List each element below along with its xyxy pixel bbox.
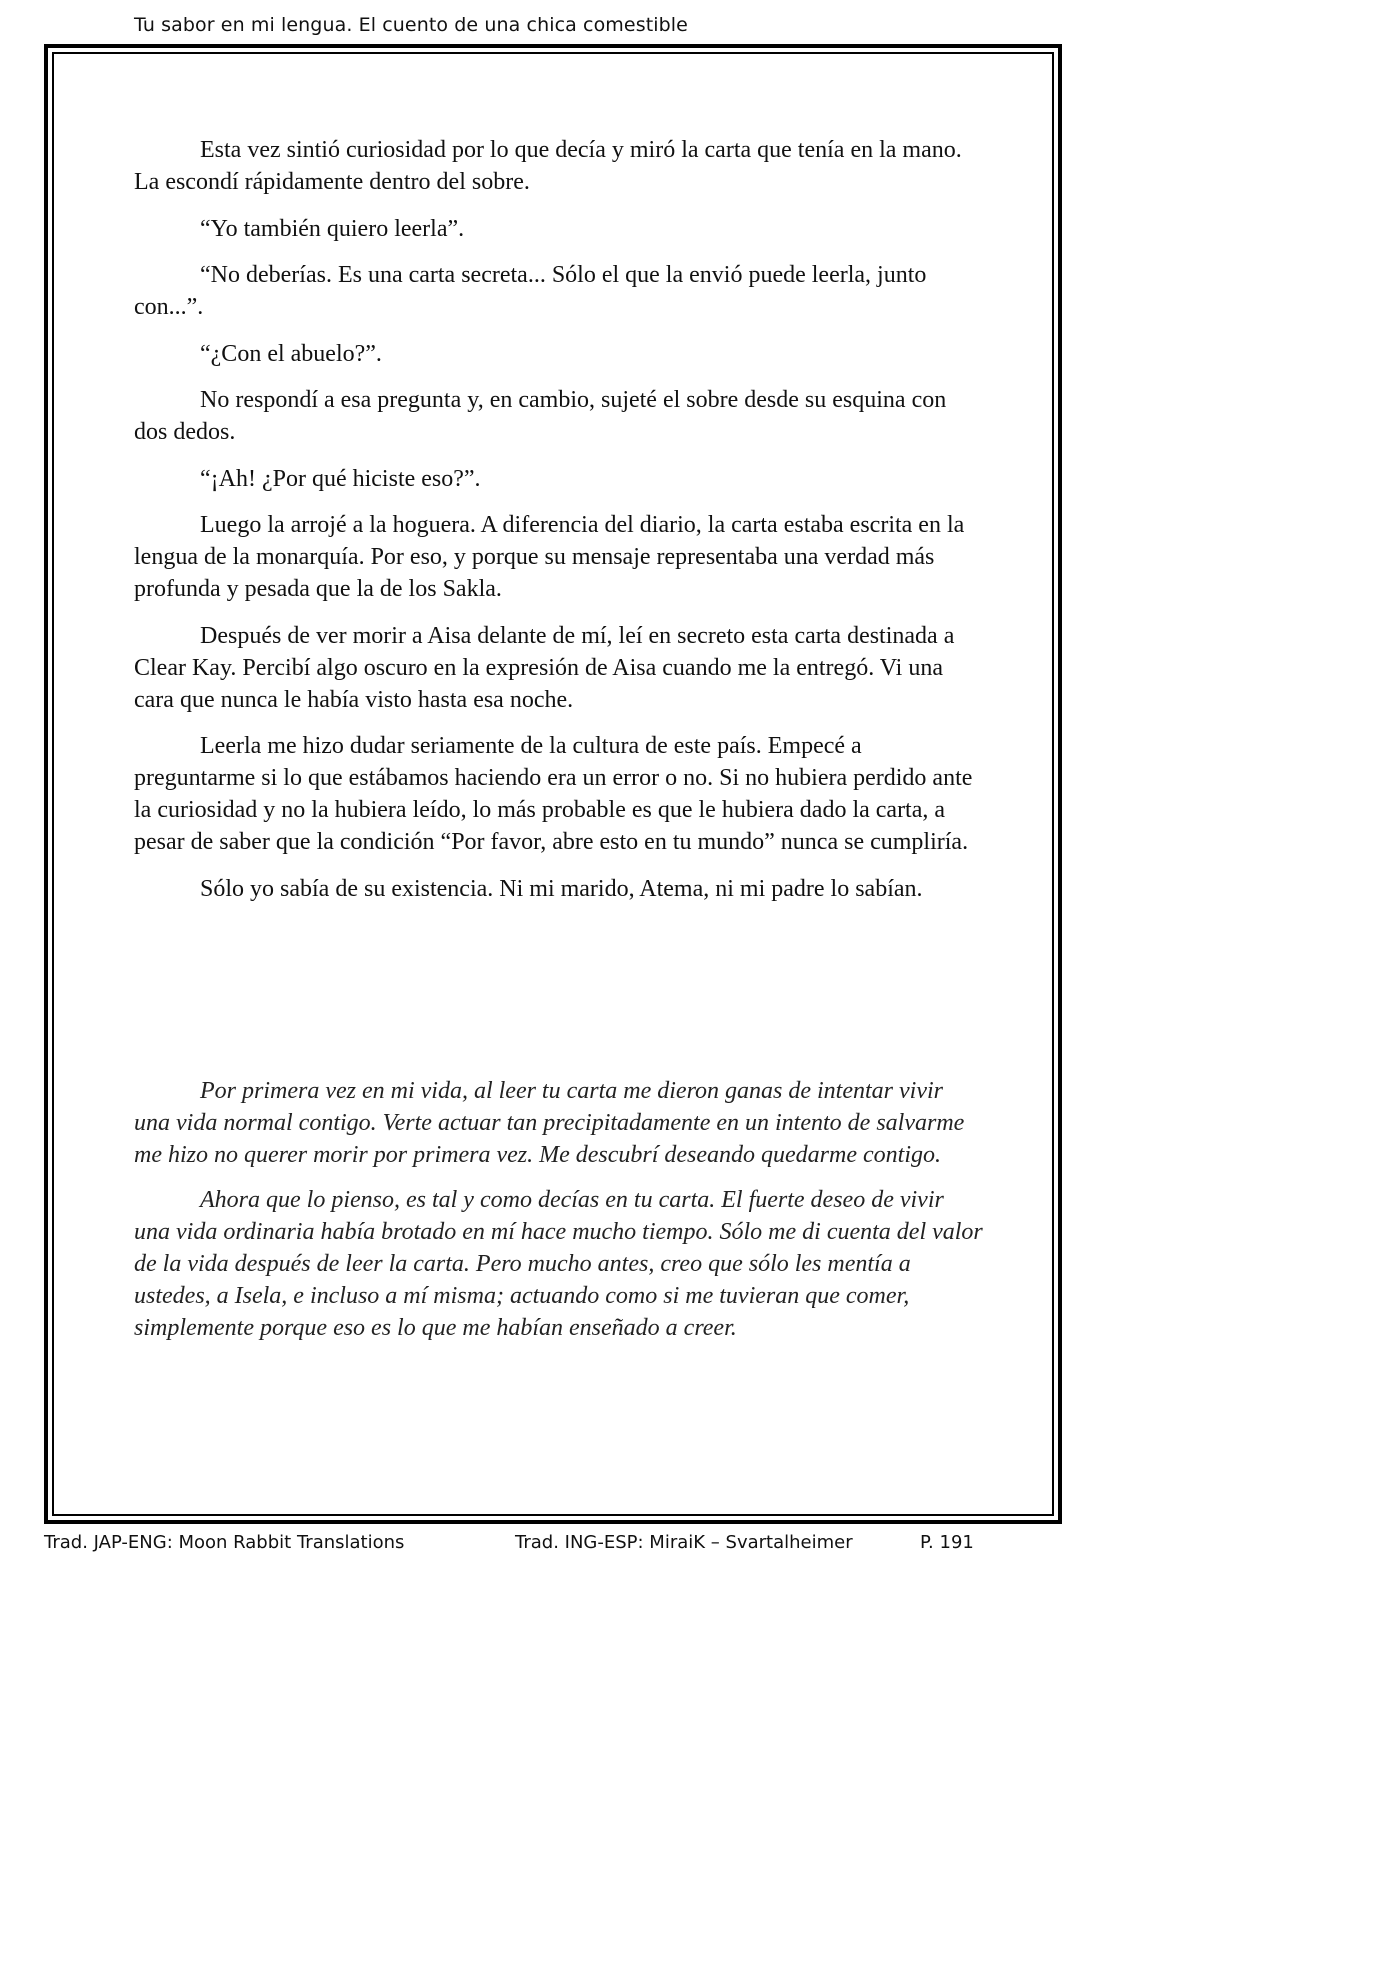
body-paragraph: “¡Ah! ¿Por qué hiciste eso?”. xyxy=(200,465,481,492)
body-paragraph: Sólo yo sabía de su existencia. Ni mi marido, Atema, ni mi padre lo sabían. xyxy=(200,875,923,902)
body-paragraph: Esta vez sintió curiosidad por lo que decía y miró la carta que tenía en la mano. La escondí rápidamente dentro del sobre. xyxy=(134,137,962,195)
body-paragraph: “¿Con el abuelo?”. xyxy=(200,340,382,367)
body-paragraph: Después de ver morir a Aisa delante de mí, leí en secreto esta carta destinada a Clear Kay. Percibí algo oscuro en la expresión de Aisa cuando me la entregó. Vi una cara que nunca le había visto hasta esa noche. xyxy=(134,622,955,713)
letter-excerpt xyxy=(134,1075,984,1357)
body-paragraph: Leerla me hizo dudar seriamente de la cultura de este país. Empecé a preguntarme si lo que estábamos haciendo era un error o no. Si no hubiera perdido ante la curiosidad y no la hubiera leído, lo más probable es que le hubiera dado la carta, a pesar de saber que la condición “Por favor, abre esto en tu mundo” nunca se cumpliría. xyxy=(134,733,973,855)
footer-credit-ing-esp: Trad. ING-ESP: MiraiK – Svartalheimer xyxy=(515,1532,853,1553)
page-number: P. 191 xyxy=(920,1532,974,1553)
body-paragraph: Luego la arrojé a la hoguera. A diferencia del diario, la carta estaba escrita en la lengua de la monarquía. Por eso, y porque su mensaje representaba una verdad más profunda y pesada que la de los Sakla. xyxy=(134,512,965,602)
body-paragraph: “No deberías. Es una carta secreta... Sólo el que la envió puede leerla, junto con...”. xyxy=(134,262,927,320)
footer-credit-jap-eng: Trad. JAP-ENG: Moon Rabbit Translations xyxy=(44,1532,405,1553)
running-header-title: Tu sabor en mi lengua. El cuento de una chica comestible xyxy=(134,14,688,36)
narrative-body xyxy=(134,134,984,919)
body-paragraph: “Yo también quiero leerla”. xyxy=(200,215,465,242)
letter-paragraph: Ahora que lo pienso, es tal y como decías en tu carta. El fuerte deseo de vivir una vida ordinaria había brotado en mí hace mucho tiempo. Sólo me di cuenta del valor de la vida después de leer la carta. Pero mucho antes, creo que sólo les mentía a ustedes, a Isela, e incluso a mí misma; actuando como si me tuvieran que comer, simplemente porque eso es lo que me habían enseñado a creer. xyxy=(134,1187,983,1341)
body-paragraph: No respondí a esa pregunta y, en cambio, sujeté el sobre desde su esquina con dos dedos. xyxy=(134,387,947,445)
letter-paragraph: Por primera vez en mi vida, al leer tu carta me dieron ganas de intentar vivir una vida normal contigo. Verte actuar tan precipitadamente en un intento de salvarme me hizo no querer morir por primera vez. Me descubrí deseando quedarme contigo. xyxy=(134,1078,965,1168)
